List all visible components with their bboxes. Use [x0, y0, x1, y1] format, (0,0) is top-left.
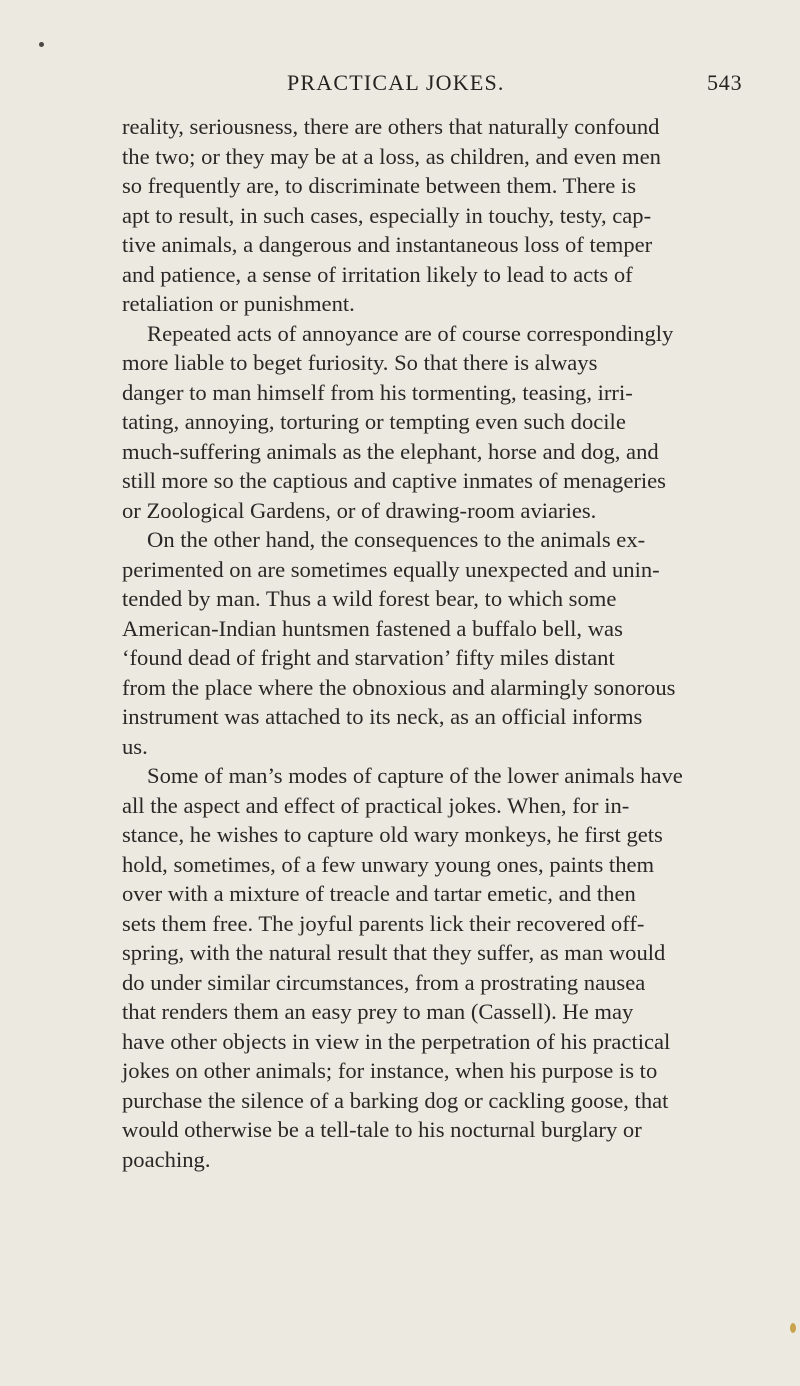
page-edge-spot [790, 1323, 796, 1333]
text-line: over with a mixture of treacle and tartar emetic, and then [122, 881, 636, 906]
text-line: spring, with the natural result that they suffer, as man would [122, 940, 666, 965]
text-line: stance, he wishes to capture old wary monkeys, he first gets [122, 822, 663, 847]
page-margin-dot [39, 42, 44, 47]
text-line: the two; or they may be at a loss, as children, and even men [122, 143, 661, 169]
text-line: instrument was attached to its neck, as an official informs [122, 704, 643, 729]
text-line: or Zoological Gardens, or of drawing-room aviaries. [122, 497, 597, 523]
running-header [0, 70, 800, 100]
running-title: PRACTICAL JOKES. [287, 70, 505, 95]
text-line: have other objects in view in the perpetration of his practical [122, 1028, 671, 1054]
text-line: poaching. [122, 1146, 211, 1172]
paragraph-start-line: Some of man’s modes of capture of the lower animals have [147, 763, 683, 788]
text-line: purchase the silence of a barking dog or cackling goose, that [122, 1087, 669, 1113]
text-line: would otherwise be a tell-tale to his nocturnal burglary or [122, 1117, 642, 1142]
text-line: us. [122, 733, 148, 759]
text-line: so frequently are, to discriminate between them. There is [122, 173, 637, 198]
text-line: reality, seriousness, there are others that naturally confound [122, 114, 660, 139]
text-line: do under similar circumstances, from a prostrating nausea [122, 969, 646, 995]
text-line: sets them free. The joyful parents lick their recovered off- [122, 910, 645, 936]
text-line: hold, sometimes, of a few unwary young ones, paints them [122, 851, 655, 877]
paragraph-start-line: On the other hand, the consequences to the animals ex- [147, 527, 646, 552]
page-number: 543 [707, 70, 743, 95]
text-line: ‘found dead of fright and starvation’ fifty miles distant [122, 645, 615, 670]
paragraph-start-line: Repeated acts of annoyance are of course correspondingly [147, 320, 674, 346]
text-line: tating, annoying, torturing or tempting even such docile [122, 409, 626, 434]
text-line: that renders them an easy prey to man (Cassell). He may [122, 999, 634, 1024]
text-line: all the aspect and effect of practical jokes. When, for in- [122, 792, 630, 818]
text-line: tive animals, a dangerous and instantaneous loss of temper [122, 232, 653, 257]
text-line: much-suffering animals as the elephant, horse and dog, and [122, 438, 659, 464]
text-line: still more so the captious and captive inmates of menageries [122, 468, 666, 493]
text-line: jokes on other animals; for instance, when his purpose is to [122, 1058, 658, 1083]
text-line: retaliation or punishment. [122, 291, 355, 316]
text-line: American-Indian huntsmen fastened a buffalo bell, was [122, 615, 623, 641]
text-line: apt to result, in such cases, especially in touchy, testy, cap- [122, 202, 652, 228]
text-line: tended by man. Thus a wild forest bear, to which some [122, 586, 617, 611]
text-line: from the place where the obnoxious and alarmingly sonorous [122, 674, 676, 700]
text-line: perimented on are sometimes equally unexpected and unin- [122, 556, 660, 582]
body-text [122, 112, 775, 1174]
text-line: more liable to beget furiosity. So that there is always [122, 350, 598, 375]
text-line: danger to man himself from his tormenting, teasing, irri- [122, 379, 633, 405]
text-line: and patience, a sense of irritation likely to lead to acts of [122, 261, 633, 287]
